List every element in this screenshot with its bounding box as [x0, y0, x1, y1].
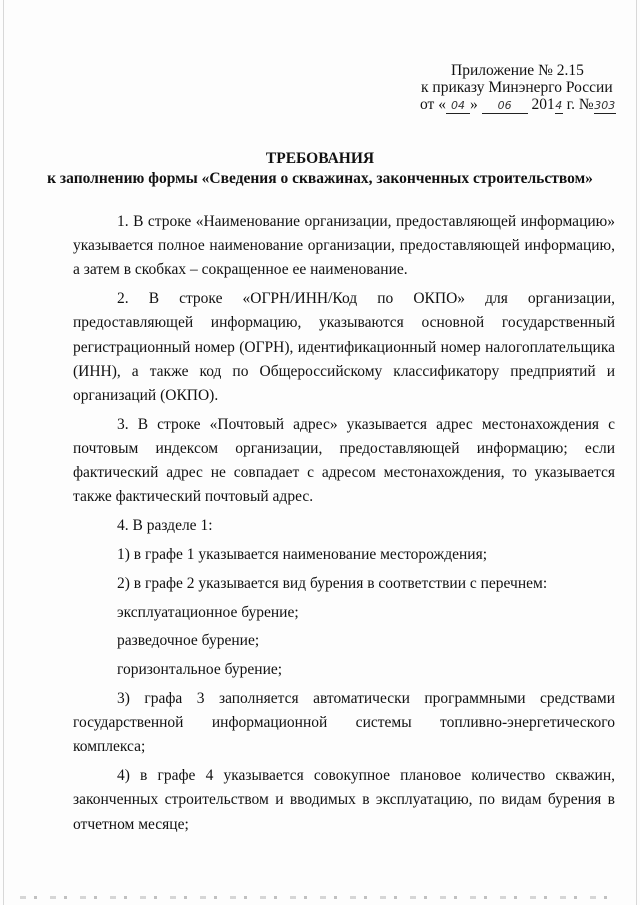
paragraph-4-item-1: 1) в графе 1 указывается наименование месторождения;: [117, 546, 488, 564]
handwritten-day: 04: [446, 99, 470, 114]
paragraph-1: 1. В строке «Наименование организации, предоставляющей информацию» указывается полное наименование организации, предоставляющей информацию, а затем в скобках – сокращенное ее наименование.: [73, 213, 615, 279]
document-title: ТРЕБОВАНИЯ: [265, 150, 375, 167]
date-mid: »: [469, 96, 478, 113]
handwritten-month: 06: [482, 99, 528, 114]
paragraph-4-item-4: 4) в графе 4 указывается совокупное плановое количество скважин, законченных строительством и вводимых в эксплуатацию, по видам бурения в отчетном месяце;: [73, 767, 615, 833]
list-item-horizontal: горизонтальное бурение;: [117, 661, 283, 679]
paragraph-3: 3. В строке «Почтовый адрес» указывается адрес местонахождения с почтовым индексом организации, предоставляющей информацию; если фактический адрес не совпадает с адресом местонахождения, то указывается также фактический почтовый адрес.: [73, 415, 615, 506]
paragraph-4-item-3: 3) графа 3 заполняется автоматически программными средствами государственной информационной системы топливно-энергетического комплекса;: [73, 690, 615, 756]
date-prefix: от «: [420, 96, 446, 113]
scan-edge-right: [636, 0, 637, 905]
paragraph-4: 4. В разделе 1:: [117, 517, 213, 535]
document-body: [73, 210, 615, 841]
paragraph-4-item-2: 2) в графе 2 указывается вид бурения в соответствии с перечнем:: [117, 574, 548, 592]
scan-footer-noise: [20, 896, 620, 899]
handwritten-order-number: 303: [594, 99, 616, 112]
document-subtitle: к заполнению формы «Сведения о скважинах, законченных строительством»: [47, 170, 593, 187]
list-item-exploitation: эксплуатационное бурение;: [117, 603, 299, 621]
appendix-number: Приложение № 2.15: [451, 62, 584, 79]
appendix-order-ref: к приказу Минэнерго России: [421, 79, 613, 96]
scan-edge-left: [3, 0, 4, 905]
date-number-prefix: г. №: [566, 96, 594, 113]
appendix-date-line: [420, 96, 620, 114]
list-item-exploration: разведочное бурение;: [117, 632, 260, 650]
paragraph-2: 2. В строке «ОГРН/ИНН/Код по ОКПО» для организации, предоставляющей информацию, указываются основной государственный регистрационный номер (ОГРН), идентификационный номер налогоплательщика (ИНН), а также код по Общероссийскому классификатору предприятий и организаций (ОКПО).: [73, 290, 615, 405]
appendix-block: [420, 62, 620, 114]
date-year-prefix: 201: [531, 96, 555, 113]
handwritten-year: 4: [555, 99, 563, 112]
